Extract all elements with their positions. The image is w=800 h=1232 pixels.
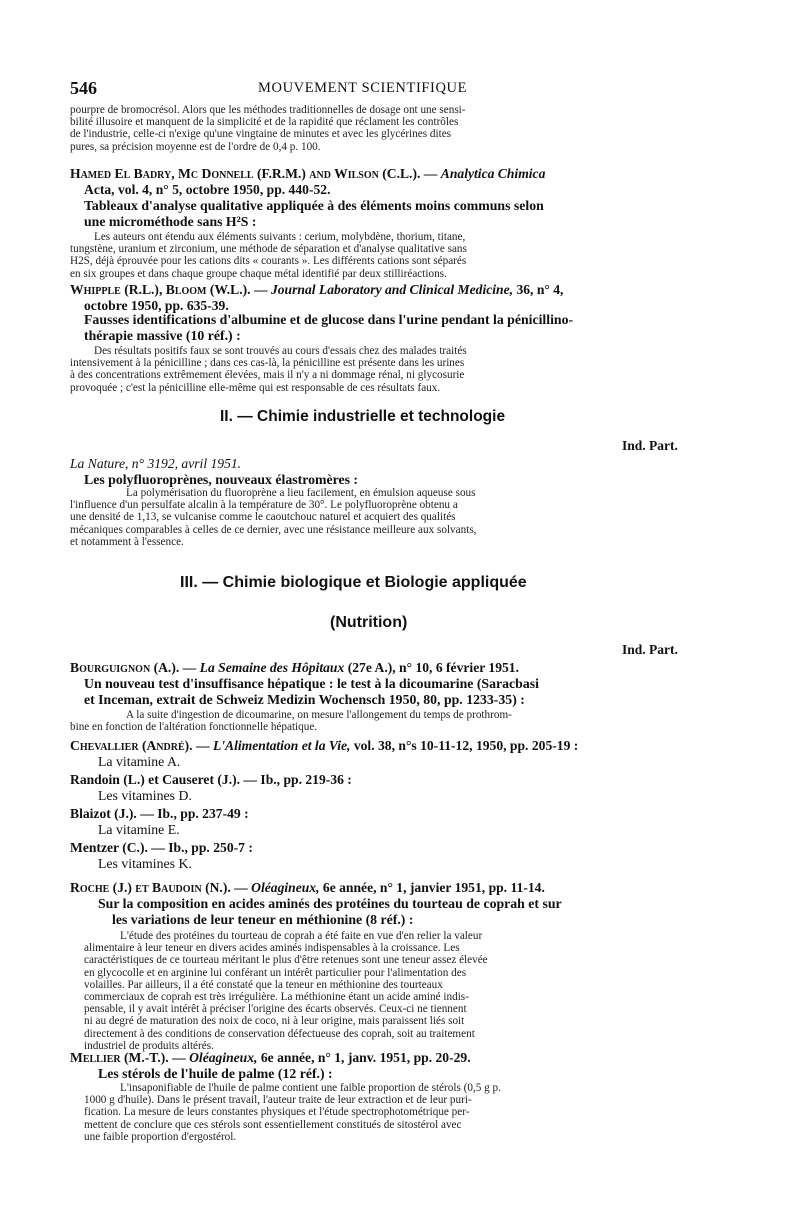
authors: Roche (J.) et Baudoin (N.). — (70, 880, 248, 895)
text-line: provoquée ; c'est la pénicilline elle-même qui est responsable de ces résultats faux. (70, 381, 441, 394)
reference-blaizot: Blaizot (J.). — Ib., pp. 237-49 : (70, 806, 249, 821)
text-line: L'étude des protéines du tourteau de coprah a été faite en vue d'en relier la valeur (120, 930, 483, 942)
title-line: Tableaux d'analyse qualitative appliquée à des éléments moins communs selon (84, 198, 544, 213)
text-line: Les auteurs ont étendu aux éléments suivants : cerium, molybdène, thorium, titane, (94, 231, 466, 243)
reference-detail: vol. 38, n°s 10-11-12, 1950, pp. 205-19 : (353, 738, 579, 753)
reference-mellier (70, 1050, 471, 1066)
journal-name: Journal Laboratory and Clinical Medicine, (270, 282, 514, 297)
article-title-randoin: Les vitamines D. (98, 788, 192, 803)
page-number: 546 (70, 78, 97, 98)
text-line: bine en fonction de l'altération fonctionnelle hépatique. (70, 721, 318, 734)
text-line: à des concentrations extrêmement élevées, mais il n'y a ni dommage rénal, ni glycosurie (70, 369, 465, 382)
article-title-mentzer: Les vitamines K. (98, 856, 192, 871)
article-title-whipple (84, 312, 573, 344)
ind-part-label: Ind. Part. (622, 438, 678, 453)
reference-roche (70, 880, 545, 896)
authors: Chevallier (André). — (70, 738, 210, 753)
text-line: La polymérisation du fluoroprène a lieu facilement, en émulsion aqueuse sous (126, 487, 476, 499)
title-line: Fausses identifications d'albumine et de glucose dans l'urine pendant la pénicillino- (84, 312, 574, 327)
title-line: une microméthode sans H²S : (84, 214, 257, 229)
text-line: ni au degré de maturation des noix de coco, ni à leur origine, mais paraissent liés soit (84, 1015, 465, 1028)
abstract-whipple (70, 345, 467, 394)
text-line: pourpre de bromocrésol. Alors que les méthodes traditionnelles de dosage ont une sensi- (70, 104, 466, 116)
journal-name: L'Alimentation et la Vie, (212, 738, 351, 753)
text-line: 1000 g d'huile). Dans le présent travail, l'auteur traite de leur extraction et de leur puri- (84, 1094, 472, 1107)
text-line: pensable, il y avait intérêt à préciser l'origine des écarts observés. Ceux-ci ne tiennent (84, 1003, 467, 1016)
section-subheading: (Nutrition) (330, 614, 408, 631)
reference-badry (70, 166, 545, 198)
abstract-bourguignon (70, 709, 512, 733)
journal-name: Oléagineux, (189, 1050, 258, 1065)
article-title-mellier: Les stérols de l'huile de palme (12 réf.) : (98, 1066, 333, 1081)
text-line: mettent de conclure que ces stérols sont essentiellement constitués de sitostérol avec (84, 1118, 462, 1131)
text-line: H2S, déjà éprouvée pour les cations dits « courants ». Les différents cations sont séparés (70, 255, 467, 268)
abstract-roche (84, 930, 488, 1052)
text-line: alimentaire à leur teneur en divers acides aminés indispensables à la croissance. Les (84, 942, 460, 955)
journal-name: Analytica Chimica (440, 166, 546, 181)
article-title-bourguignon (84, 676, 539, 708)
text-line: l'influence d'un persulfate alcalin à la température de 30°. Le polyfluoroprène obtenu a (70, 499, 458, 512)
section-heading-ii: II. — Chimie industrielle et technologie (220, 408, 506, 425)
reference-detail: 36, n° 4, (516, 282, 564, 297)
authors: Mellier (M.-T.). — (70, 1050, 186, 1065)
text-line: de l'industrie, celle-ci n'exige qu'une vingtaine de minutes et avec les glycérines dites (70, 128, 452, 141)
text-line: commerciaux de coprah est très irrégulière. La méthionine étant un acide aminé indis- (84, 991, 469, 1004)
reference-bourguignon (70, 660, 519, 676)
text-line: intensivement à la pénicilline ; dans ces cas-là, la pénicilline est présente dans les urines (70, 357, 465, 370)
text-line: volailles. Par ailleurs, il a été constaté que la teneur en méthionine des tourteaux (84, 978, 443, 991)
reference-detail: La Nature, n° 3192, avril 1951. (70, 456, 242, 471)
reference-detail: 6e année, n° 1, janvier 1951, pp. 11-14. (322, 880, 545, 895)
article-title-roche (98, 896, 562, 928)
text-line: A la suite d'ingestion de dicoumarine, on mesure l'allongement du temps de prothrom- (126, 709, 512, 721)
title-line: Sur la composition en acides aminés des protéines du tourteau de coprah et sur (98, 896, 562, 911)
running-title: MOUVEMENT SCIENTIFIQUE (258, 80, 468, 96)
text-line: pures, sa précision moyenne est de l'ordre de 0,4 p. 100. (70, 140, 321, 153)
section-heading-iii: III. — Chimie biologique et Biologie appliquée (180, 574, 527, 591)
abstract-nature (70, 487, 476, 548)
text-line: mécaniques comparables à celles de ce dernier, avec une résistance meilleure aux solvants, (70, 523, 477, 536)
intro-paragraph (70, 104, 466, 153)
text-line: tungstène, uranium et zirconium, une méthode de séparation et d'analyse qualitative sans (70, 243, 467, 256)
text-line: et notamment à l'essence. (70, 535, 184, 548)
reference-detail: 6e année, n° 1, janv. 1951, pp. 20-29. (260, 1050, 471, 1065)
text-line: L'insaponifiable de l'huile de palme contient une faible proportion de stérols (0,5 g p. (120, 1082, 501, 1094)
reference-randoin: Randoin (L.) et Causeret (J.). — Ib., pp. 219-36 : (70, 772, 352, 787)
text-line: Des résultats positifs faux se sont trouvés au cours d'essais chez des malades traités (94, 345, 467, 357)
reference-nature (70, 456, 241, 472)
abstract-mellier (84, 1082, 501, 1143)
text-line: une faible proportion d'ergostérol. (84, 1130, 237, 1143)
reference-chevallier (70, 738, 578, 754)
journal-name: La Semaine des Hôpitaux (199, 660, 345, 675)
title-line: thérapie massive (10 réf.) : (84, 328, 241, 343)
article-title-chevallier: La vitamine A. (98, 754, 181, 769)
journal-name: Oléagineux, (251, 880, 320, 895)
ind-part-label: Ind. Part. (622, 642, 678, 657)
text-line: bilité illusoire et manquent de la simplicité et de la rapidité que réclament les contrôles (70, 116, 459, 129)
text-line: une densité de 1,13, se vulcanise comme le caoutchouc naturel et acquiert des qualités (70, 511, 456, 524)
title-line: les variations de leur teneur en méthionine (8 réf.) : (112, 912, 414, 927)
reference-detail: octobre 1950, pp. 635-39. (84, 298, 229, 313)
reference-detail: (27e A.), n° 10, 6 février 1951. (347, 660, 519, 675)
authors: Bourguignon (A.). — (70, 660, 197, 675)
text-line: caractéristiques de ce tourteau méritant le plus d'être retenues sont une teneur assez élevée (84, 954, 488, 967)
text-line: industriel de produits altérés. (84, 1039, 214, 1052)
authors: Hamed El Badry, Mc Donnell (F.R.M.) and Wilson (C.L.). — (70, 166, 438, 181)
reference-detail: Acta, vol. 4, n° 5, octobre 1950, pp. 440-52. (84, 182, 331, 197)
article-title-blaizot: La vitamine E. (98, 822, 180, 837)
text-line: fication. La mesure de leurs constantes physiques et l'étude spectrophotométrique per- (84, 1106, 470, 1119)
text-line: directement à des conditions de conservation défectueuse des coprah, soit au traitement (84, 1027, 475, 1040)
reference-whipple (70, 282, 563, 314)
title-line: et Inceman, extrait de Schweiz Medizin Wochensch 1950, 80, pp. 1233-35) : (84, 692, 525, 707)
text-line: en glycocolle et en arginine lui conférant un intérêt particulier pour l'alimentation des (84, 966, 467, 979)
article-title-nature: Les polyfluoroprènes, nouveaux élastromères : (84, 472, 359, 487)
reference-mentzer: Mentzer (C.). — Ib., pp. 250-7 : (70, 840, 253, 855)
authors: Whipple (R.L.), Bloom (W.L.). — (70, 282, 268, 297)
abstract-badry (70, 231, 467, 280)
article-title-badry (84, 198, 544, 230)
text-line: en six groupes et dans chaque groupe chaque métal identifié par deux stilliréactions. (70, 267, 447, 280)
title-line: Un nouveau test d'insuffisance hépatique : le test à la dicoumarine (Saracbasi (84, 676, 539, 691)
